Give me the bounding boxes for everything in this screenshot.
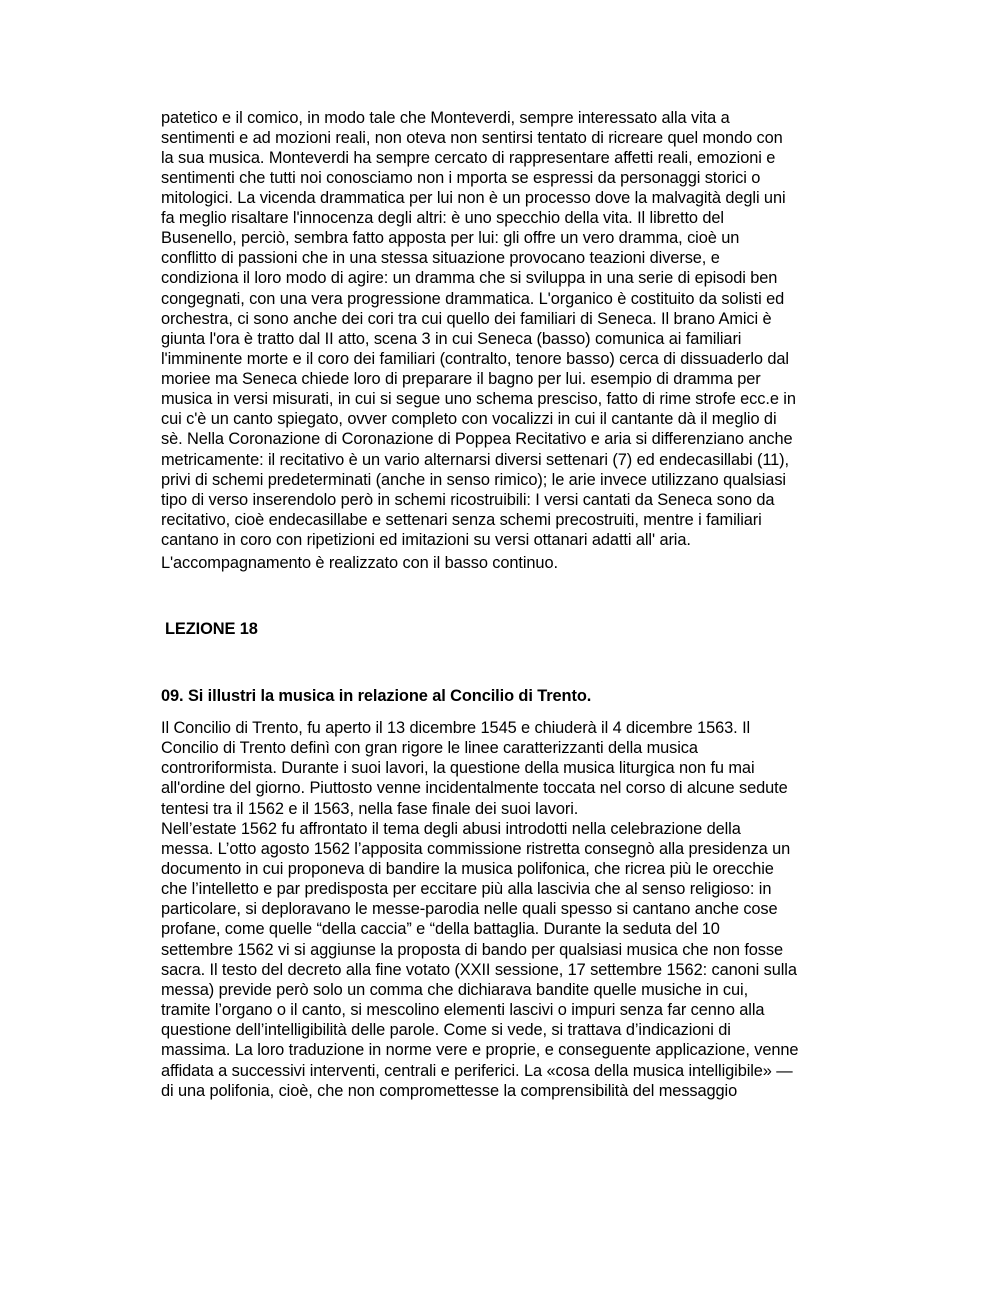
text-line: settembre 1562 vi si aggiunse la proposta di bando per qualsiasi musica che non fosse: [161, 941, 784, 959]
question-heading: 09. Si illustri la musica in relazione al Concilio di Trento.: [161, 687, 592, 705]
text-line: documento in cui proponeva di bandire la musica polifonica, che ricrea più le orecchie: [161, 860, 774, 878]
text-line: di una polifonia, cioè, che non compromettesse la comprensibilità del messaggio: [161, 1082, 738, 1100]
text-line: Il Concilio di Trento, fu aperto il 13 dicembre 1545 e chiuderà il 4 dicembre 1563. Il: [161, 719, 751, 737]
text-line: musica in versi misurati, in cui si segue uno schema presciso, fatto di rime strofe ecc.e in: [161, 390, 796, 408]
text-line: recitativo, cioè endecasillabe e settenari senza schemi precostruiti, mentre i familiari: [161, 511, 762, 529]
text-line: profane, come quelle “della caccia” e “della battaglia. Durante la seduta del 10: [161, 920, 720, 938]
text-line: che l’intelletto e par predisposta per eccitare più alla lascivia che al senso religioso: in: [161, 880, 772, 898]
text-line: giunta l'ora è tratto dal II atto, scena 3 in cui Seneca (basso) comunica ai familiari: [161, 330, 742, 348]
text-line: fa meglio risaltare l'innocenza degli altri: è uno specchio della vita. Il libretto del: [161, 209, 724, 227]
text-line: la sua musica. Monteverdi ha sempre cercato di rappresentare affetti reali, emozioni e: [161, 149, 776, 167]
lesson-heading: LEZIONE 18: [165, 620, 258, 638]
text-line: sè. Nella Coronazione di Coronazione di Poppea Recitativo e aria si differenziano anche: [161, 430, 793, 448]
text-line: messa) previde però solo un comma che dichiarava bandite quelle musiche in cui,: [161, 981, 749, 999]
text-line: condiziona il loro modo di agire: un dramma che si sviluppa in una serie di episodi ben: [161, 269, 778, 287]
text-line: cui c'è un canto spiegato, ovver completo con vocalizzi in cui il cantante dà il meglio di: [161, 410, 777, 428]
text-line: messa. L’otto agosto 1562 l’apposita commissione ristretta consegnò alla presidenza un: [161, 840, 791, 858]
text-line: affidata a successivi interventi, centrali e periferici. La «cosa della musica intelligibile» —: [161, 1062, 793, 1080]
text-line: questione dell’intelligibilità delle parole. Come si vede, si trattava d’indicazioni di: [161, 1021, 731, 1039]
text-line: conflitto di passioni che in una stessa situazione provocano teazioni diverse, e: [161, 249, 720, 267]
text-line: tipo di verso inserendolo però in schemi ricostruibili: I versi cantati da Seneca sono da: [161, 491, 775, 509]
text-line: sacra. Il testo del decreto alla fine votato (XXII sessione, 17 settembre 1562: canoni sulla: [161, 961, 797, 979]
text-line: orchestra, ci sono anche dei cori tra cui quello dei familiari di Seneca. Il brano Amici è: [161, 310, 772, 328]
text-line: moriee ma Seneca chiede loro di preparare il bagno per lui. esempio di dramma per: [161, 370, 761, 388]
text-line: privi di schemi predeterminati (anche in senso rimico); le arie invece utilizzano qualsiasi: [161, 471, 786, 489]
text-line: metricamente: il recitativo è un vario alternarsi diversi settenari (7) ed endecasillabi (11),: [161, 451, 789, 469]
text-line: tentesi tra il 1562 e il 1563, nella fase finale dei suoi lavori.: [161, 800, 579, 818]
text-line: controriformista. Durante i suoi lavori, la questione della musica liturgica non fu mai: [161, 759, 755, 777]
text-line: Concilio di Trento definì con gran rigore le linee caratterizzanti della musica: [161, 739, 698, 757]
text-line: Nell’estate 1562 fu affrontato il tema degli abusi introdotti nella celebrazione della: [161, 820, 741, 838]
text-line: sentimenti che tutti noi conosciamo non i mporta se espressi da personaggi storici o: [161, 169, 761, 187]
text-line: Busenello, perciò, sembra fatto apposta per lui: gli offre un vero dramma, cioè un: [161, 229, 740, 247]
text-line: patetico e il comico, in modo tale che Monteverdi, sempre interessato alla vita a: [161, 109, 730, 127]
text-line: L'accompagnamento è realizzato con il basso continuo.: [161, 554, 558, 572]
text-line: cantano in coro con ripetizioni ed imitazioni su versi ottanari adatti all' aria.: [161, 531, 691, 549]
text-line: l'imminente morte e il coro dei familiari (contralto, tenore basso) cerca di dissuaderlo dal: [161, 350, 789, 368]
text-line: massima. La loro traduzione in norme vere e proprie, e conseguente applicazione, venne: [161, 1041, 799, 1059]
text-line: sentimenti e ad mozioni reali, non oteva non sentirsi tentato di ricreare quel mondo con: [161, 129, 783, 147]
text-line: particolare, si deploravano le messe-parodia nelle quali spesso si cantano anche cose: [161, 900, 778, 918]
text-line: tramite l’organo o il canto, si mescolino elementi lascivi o impuri senza far cenno alla: [161, 1001, 765, 1019]
text-line: all'ordine del giorno. Piuttosto venne incidentalmente toccata nel corso di alcune sedute: [161, 779, 788, 797]
text-line: mitologici. La vicenda drammatica per lui non è un processo dove la malvagità degli uni: [161, 189, 786, 207]
text-line: congegnati, con una vera progressione drammatica. L'organico è costituito da solisti ed: [161, 290, 785, 308]
